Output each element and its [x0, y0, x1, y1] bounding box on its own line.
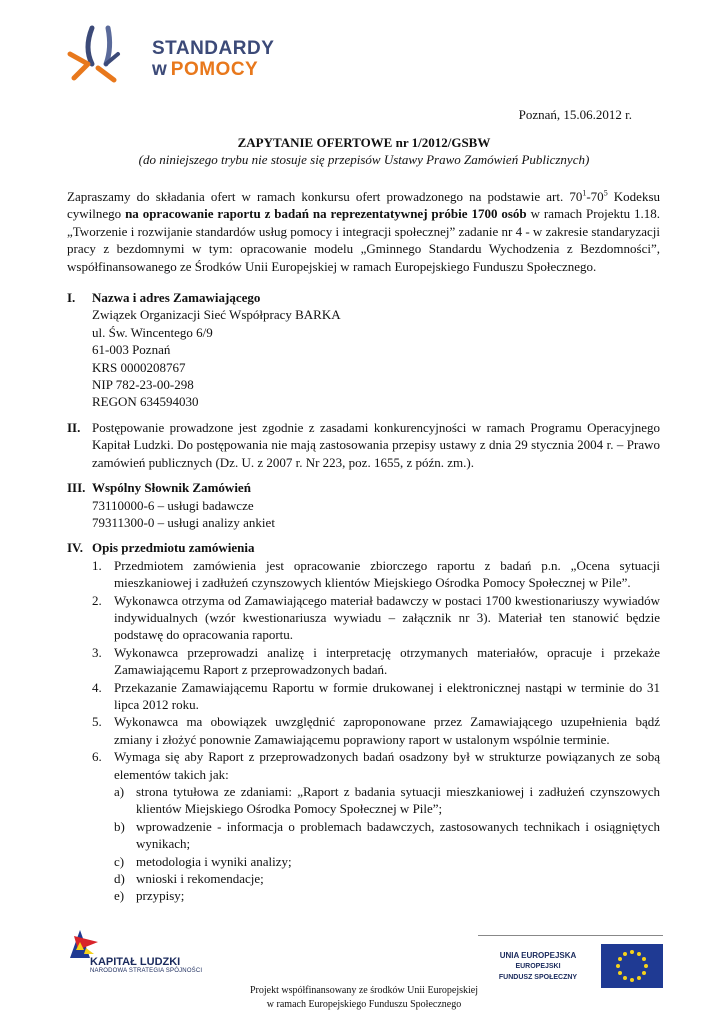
list-item-number: 1. — [92, 557, 102, 573]
cpv-code: 79311300-0 – usługi analizy ankiet — [92, 514, 275, 530]
eu-logo-line-2: EUROPEJSKI — [515, 963, 561, 970]
intro-sup-1: 1 — [582, 188, 587, 198]
document-subtitle: (do niniejszego trybu nie stosuje się przepisów Ustawy Prawo Zamówień Publicznych) — [138, 152, 590, 167]
section-3-number: III. — [67, 480, 86, 496]
section-4-number: IV. — [67, 540, 84, 556]
sub-list-item — [67, 853, 660, 870]
section-1 — [67, 289, 660, 411]
section-2 — [67, 419, 660, 471]
eu-flag-icon — [601, 944, 663, 988]
intro-text-3: w ramach Projektu 1.18. „Tworzenie i rozwijanie standardów usług pomocy i integracji społecznej” zadanie nr 4 - w zakresie standaryzacji pracy z bezdomnymi w tym: opracowanie modelu „Gminnego Standardu Wychodzenia z Bezdomności”, współfinansowanego ze Środków Unii Europejskiej w ramach Europejskiego Funduszu Społecznego. — [67, 206, 660, 274]
logo-pomocy: POMOCY — [170, 59, 259, 80]
eu-logo-text — [478, 950, 598, 983]
intro-text-2: Kodeksu cywilnego — [67, 189, 660, 222]
sub-list-item-letter: c) — [114, 853, 125, 869]
list-item — [67, 748, 660, 783]
sub-list-item-text: metodologia i wyniki analizy; — [136, 853, 292, 869]
list-item — [67, 557, 660, 592]
eu-logo-line-3: FUNDUSZ SPOŁECZNY — [498, 974, 578, 981]
section-4-title: Opis przedmiotu zamówienia — [92, 540, 255, 556]
address-line: KRS 0000208767 — [92, 359, 186, 375]
list-item-text: Wykonawca ma obowiązek uwzględnić zaproponowane przez Zamawiającego uzupełnienia bądź zmiany i złożyć ponownie Zamawiającemu poprawiony raport w ustalonym wspólnie terminie. — [114, 714, 660, 747]
list-item-text: Przedmiotem zamówienia jest opracowanie zbiorczego raportu z badań p.n. „Ocena sytuacji mieszkaniowej i zadłużeń czynszowych klientów Miejskiego Ośrodka Pomocy Społecznej w Pile”. — [114, 557, 660, 591]
sub-list-item-letter: a) — [114, 784, 125, 799]
intro-bold: na opracowanie raportu z badań na reprezentatywnej próbie 1700 osób — [125, 206, 527, 222]
ordering-party-address — [67, 306, 660, 410]
project-note-line-1: Projekt współfinansowany ze środków Unii Europejskiej — [249, 985, 479, 996]
project-note-line-2: w ramach Europejskiego Funduszu Społecznego — [266, 999, 462, 1010]
sub-list-item-letter: e) — [114, 888, 125, 904]
list-item-text: Wykonawca otrzyma od Zamawiającego materiał badawczy w postaci 1700 kwestionariuszy wywiadów indywidualnych (wzór kwestionariusza wywiadu – załącznik nr 3). Materiał ten stanowić będzie podstawę do opracowania raportu. — [114, 592, 660, 643]
sub-list-item-text: wprowadzenie - informacja o problemach badawczych, zastosowanych technikach i osiągniętych wynikach; — [136, 818, 660, 852]
section-1-title: Nazwa i adres Zamawiającego — [92, 290, 261, 306]
list-item-text: Przekazanie Zamawiającemu Raportu w formie drukowanej i elektronicznej nastąpi w terminie do 31 lipca 2012 roku. — [114, 679, 660, 712]
sub-list-item-text: przypisy; — [136, 888, 185, 904]
sub-list-item — [67, 870, 660, 887]
list-item-text: Wykonawca przeprowadzi analizę i interpretację otrzymanych materiałów, opracuje i przekaże Zamawiającemu Raport z przeprowadzonych badań. — [114, 644, 660, 678]
list-item-number: 4. — [92, 679, 102, 695]
document-body — [67, 188, 660, 913]
address-line: Związek Organizacji Sieć Współpracy BARKA — [92, 307, 341, 323]
list-item-number: 5. — [92, 714, 102, 730]
address-line: 61-003 Poznań — [92, 342, 171, 358]
section-2-text: Postępowanie prowadzone jest zgodnie z zasadami konkurencyjności w ramach Programu Operacyjnego Kapitał Ludzki. Do postępowania nie mają zastosowania przepisy ustawy z dnia 29 stycznia 2004 r. – Prawo zamówień publicznych (Dz. U. z 2007 r. Nr 223, poz. 1655, z późn. zm.). — [92, 419, 660, 470]
list-item — [67, 592, 660, 644]
sub-list-item — [67, 818, 660, 853]
list-item-number: 6. — [92, 749, 102, 765]
intro-text-dash: -70 — [586, 189, 604, 204]
list-item — [67, 679, 660, 714]
intro-sup-2: 5 — [603, 188, 608, 198]
document-title: ZAPYTANIE OFERTOWE nr 1/2012/GSBW — [237, 135, 491, 150]
logo-w: w — [152, 59, 167, 80]
section-3-title: Wspólny Słownik Zamówień — [92, 480, 251, 496]
sub-list-item — [67, 887, 660, 904]
address-line: REGON 634594030 — [92, 394, 199, 410]
sub-list-item-text: wnioski i rekomendacje; — [136, 871, 264, 887]
sub-list-item-text: strona tytułowa ze zdaniami: „Raport z badania sytuacji mieszkaniowej i zadłużeń czynszowych klientów Miejskiego Ośrodka Pomocy Społecznej w Pile”; — [136, 784, 660, 817]
intro-text-1: Zapraszamy do składania ofert w ramach konkursu ofert prowadzonego na podstawie art. 70 — [67, 189, 583, 204]
logo-line-1: STANDARDY — [152, 38, 275, 59]
section-3 — [67, 479, 660, 531]
eu-logo-line-1: UNIA EUROPEJSKA — [499, 951, 577, 960]
sub-list-item-letter: b) — [114, 818, 125, 834]
address-line: ul. Św. Wincentego 6/9 — [92, 324, 213, 340]
section-1-number: I. — [67, 290, 76, 306]
list-item — [67, 644, 660, 679]
address-line: NIP 782-23-00-298 — [92, 377, 194, 393]
sub-list-item-letter: d) — [114, 871, 125, 887]
list-item-text: Wymaga się aby Raport z przeprowadzonych badań osadzony był w strukturze powiązanych ze sobą elementów takich jak: — [114, 749, 660, 782]
standardy-logo — [62, 24, 282, 84]
section-2-number: II. — [67, 419, 81, 435]
list-item — [67, 713, 660, 748]
logo-line-2 — [152, 59, 274, 80]
kapital-ludzki-title: KAPITAŁ LUDZKI — [90, 956, 181, 968]
sub-list-item — [67, 783, 660, 818]
list-item-number: 2. — [92, 592, 102, 608]
kapital-ludzki-text — [90, 956, 202, 974]
section-4 — [67, 539, 660, 905]
logo-text — [152, 38, 274, 80]
list-item-number: 3. — [92, 644, 102, 660]
cpv-code: 73110000-6 – usługi badawcze — [92, 497, 254, 513]
project-note — [0, 984, 728, 1012]
document-date: Poznań, 15.06.2012 r. — [518, 107, 632, 122]
standardy-emblem-icon — [62, 24, 152, 84]
cpv-codes — [67, 497, 660, 532]
intro-paragraph — [67, 188, 660, 275]
kapital-ludzki-subtitle: NARODOWA STRATEGIA SPÓJNOŚCI — [90, 968, 203, 974]
